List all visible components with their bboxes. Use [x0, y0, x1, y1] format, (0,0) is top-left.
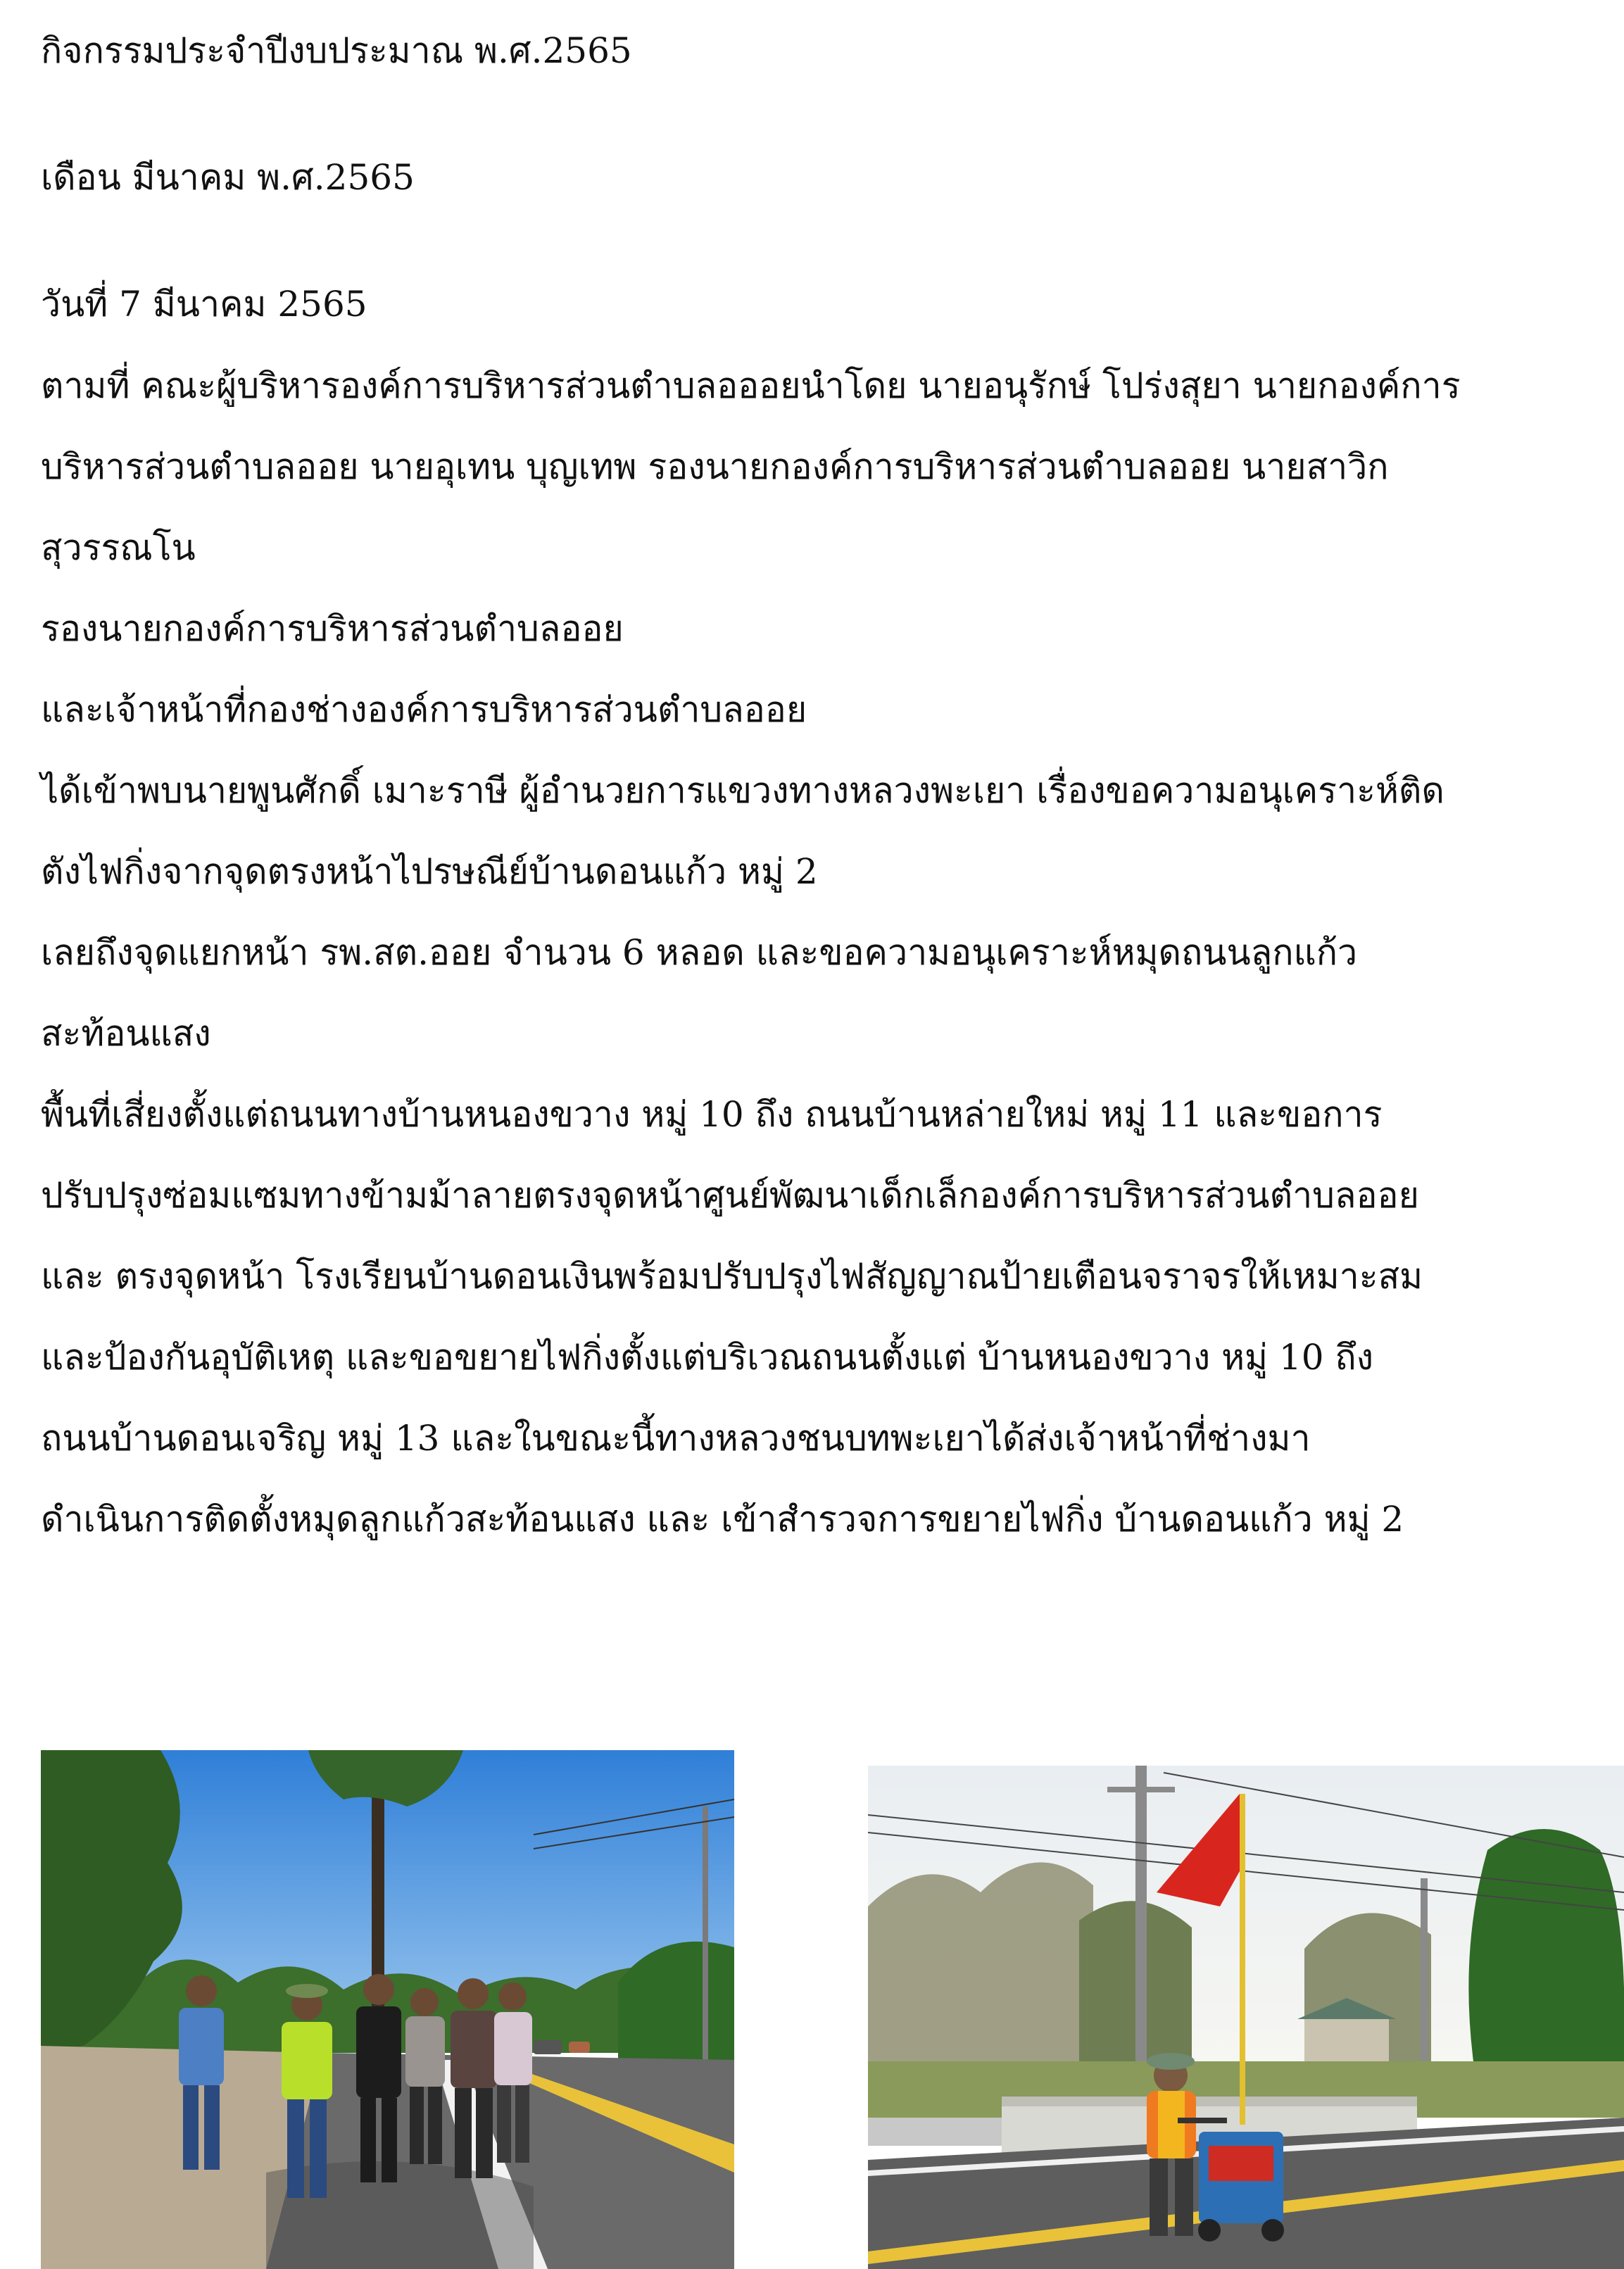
- body-line: ดำเนินการติดตั้งหมุดลูกแก้วสะท้อนแสง และ เข้าสำรวจการขยายไฟกิ่ง บ้านดอนแก้ว หมู่ 2: [41, 1499, 1404, 1540]
- photo-officials-roadside: [41, 1750, 734, 2269]
- body-line: รองนายกองค์การบริหารส่วนตำบลออย: [41, 608, 624, 649]
- body-line: และป้องกันอุบัติเหตุ และขอขยายไฟกิ่งตั้งแต่บริเวณถนนตั้งแต่ บ้านหนองขวาง หมู่ 10 ถึง: [41, 1337, 1374, 1378]
- body-line: บริหารส่วนตำบลออย นายอุเทน บุญเทพ รองนายกองค์การบริหารส่วนตำบลออย นายสาวิก: [41, 446, 1389, 487]
- body-line: ปรับปรุงซ่อมแซมทางข้ามม้าลายตรงจุดหน้าศูนย์พัฒนาเด็กเล็กองค์การบริหารส่วนตำบลออย: [41, 1175, 1419, 1216]
- body-line: ได้เข้าพบนายพูนศักดิ์ เมาะราษี ผู้อำนวยการแขวงทางหลวงพะเยา เรื่องขอความอนุเคราะห์ติด: [41, 770, 1444, 811]
- month-line: เดือน มีนาคม พ.ศ.2565: [41, 157, 415, 198]
- body-line: พื้นที่เสี่ยงตั้งแต่ถนนทางบ้านหนองขวาง หมู่ 10 ถึง ถนนบ้านหล่ายใหม่ หมู่ 11 และขอการ: [41, 1094, 1383, 1135]
- body-line: เลยถึงจุดแยกหน้า รพ.สต.ออย จำนวน 6 หลอด และขอความอนุเคราะห์หมุดถนนลูกแก้ว: [41, 932, 1358, 973]
- body-line: ตามที่ คณะผู้บริหารองค์การบริหารส่วนตำบลอออยนำโดย นายอนุรักษ์ โปร่งสุยา นายกองค์การ: [41, 365, 1461, 406]
- photo-road-marking-worker: [868, 1766, 1624, 2269]
- body-line: สะท้อนแสง: [41, 1013, 211, 1054]
- body-line: ถนนบ้านดอนเจริญ หมู่ 13 และในขณะนี้ทางหลวงชนบทพะเยาได้ส่งเจ้าหน้าที่ช่างมา: [41, 1418, 1311, 1459]
- body-line: และ ตรงจุดหน้า โรงเรียนบ้านดอนเงินพร้อมปรับปรุงไฟสัญญาณป้ายเตือนจราจรให้เหมาะสม: [41, 1256, 1423, 1297]
- document-heading: กิจกรรมประจำปีงบประมาณ พ.ศ.2565: [41, 30, 632, 71]
- body-line: ตังไฟกิ่งจากจุดตรงหน้าไปรษณีย์บ้านดอนแก้ว หมู่ 2: [41, 851, 818, 892]
- body-line: สุวรรณโน: [41, 527, 196, 568]
- date-line: วันที่ 7 มีนาคม 2565: [41, 284, 367, 325]
- body-line: และเจ้าหน้าที่กองช่างองค์การบริหารส่วนตำบลออย: [41, 689, 807, 730]
